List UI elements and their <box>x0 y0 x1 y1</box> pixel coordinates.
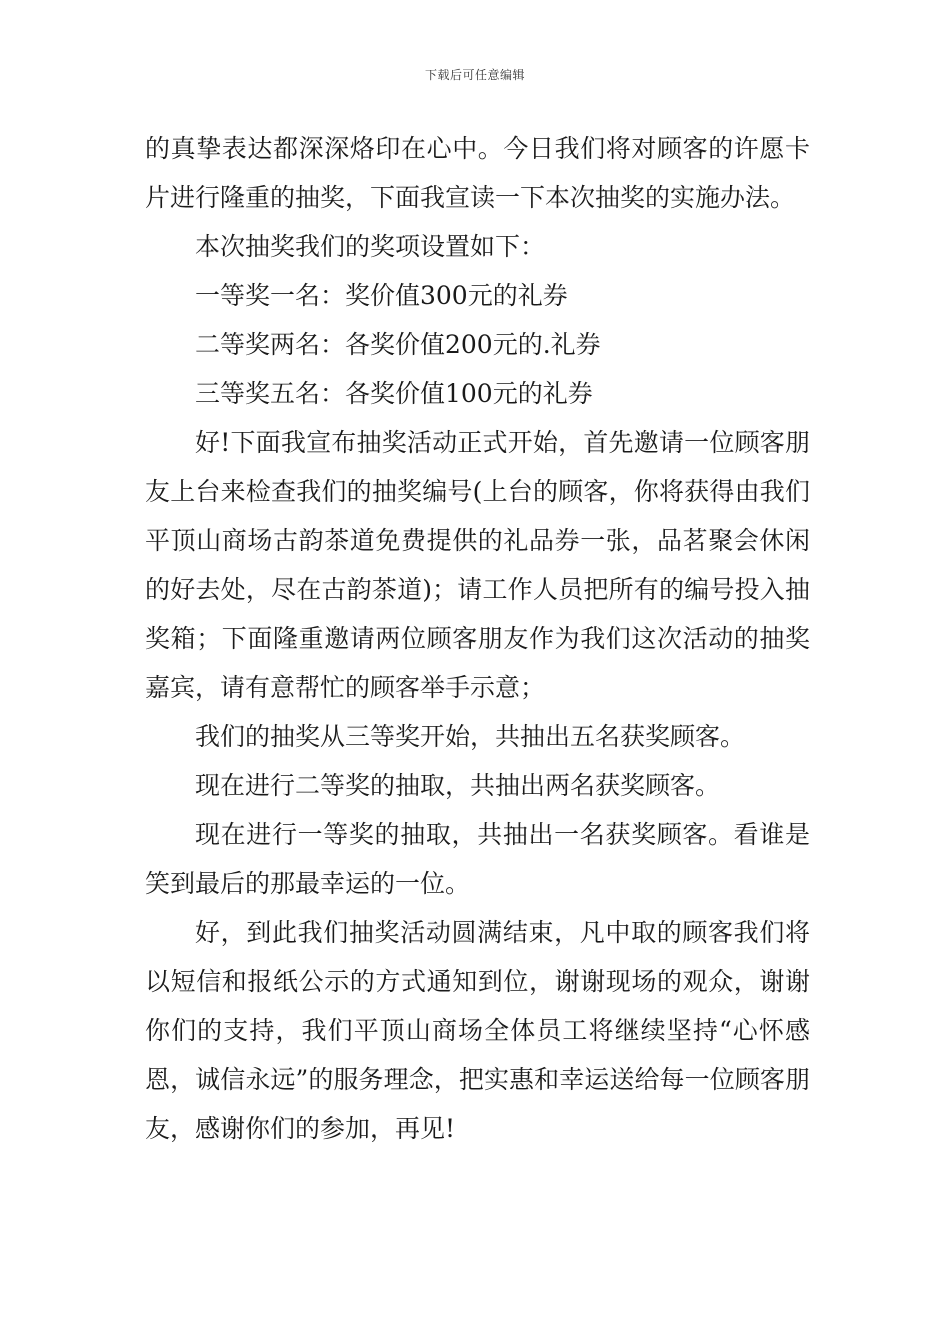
paragraph-prize-intro: 本次抽奖我们的奖项设置如下： <box>195 232 546 261</box>
document-body <box>145 124 810 1153</box>
paragraph-first-draw: 现在进行一等奖的抽取，共抽出一名获奖顾客。看谁是笑到最后的那最幸运的一位。 <box>145 820 810 898</box>
paragraph-third-draw: 我们的抽奖从三等奖开始，共抽出五名获奖顾客。 <box>195 722 746 751</box>
paragraph-first-prize: 一等奖一名：奖价值300元的礼券 <box>195 281 568 310</box>
paragraph-intro: 的真挚表达都深深烙印在心中。今日我们将对顾客的许愿卡片进行隆重的抽奖，下面我宣读一下本次抽奖的实施办法。 <box>145 134 810 212</box>
paragraph-third-prize: 三等奖五名：各奖价值100元的礼券 <box>195 379 593 408</box>
page-header: 下载后可任意编辑 <box>424 68 525 82</box>
paragraph-draw-start: 好!下面我宣布抽奖活动正式开始，首先邀请一位顾客朋友上台来检查我们的抽奖编号(上台的顾客，你将获得由我们平顶山商场古韵茶道免费提供的礼品券一张，品茗聚会休闲的好去处，尽在古韵茶道)；请工作人员把所有的编号投入抽奖箱；下面隆重邀请两位顾客朋友作为我们这次活动的抽奖嘉宾，请有意帮忙的顾客举手示意； <box>145 428 810 702</box>
paragraph-second-prize: 二等奖两名：各奖价值200元的.礼券 <box>195 330 601 359</box>
paragraph-closing: 好，到此我们抽奖活动圆满结束，凡中取的顾客我们将以短信和报纸公示的方式通知到位，谢谢现场的观众，谢谢你们的支持，我们平顶山商场全体员工将继续坚持“心怀感恩，诚信永远”的服务理念，把实惠和幸运送给每一位顾客朋友，感谢你们的参加，再见! <box>145 918 810 1143</box>
paragraph-second-draw: 现在进行二等奖的抽取，共抽出两名获奖顾客。 <box>195 771 721 800</box>
